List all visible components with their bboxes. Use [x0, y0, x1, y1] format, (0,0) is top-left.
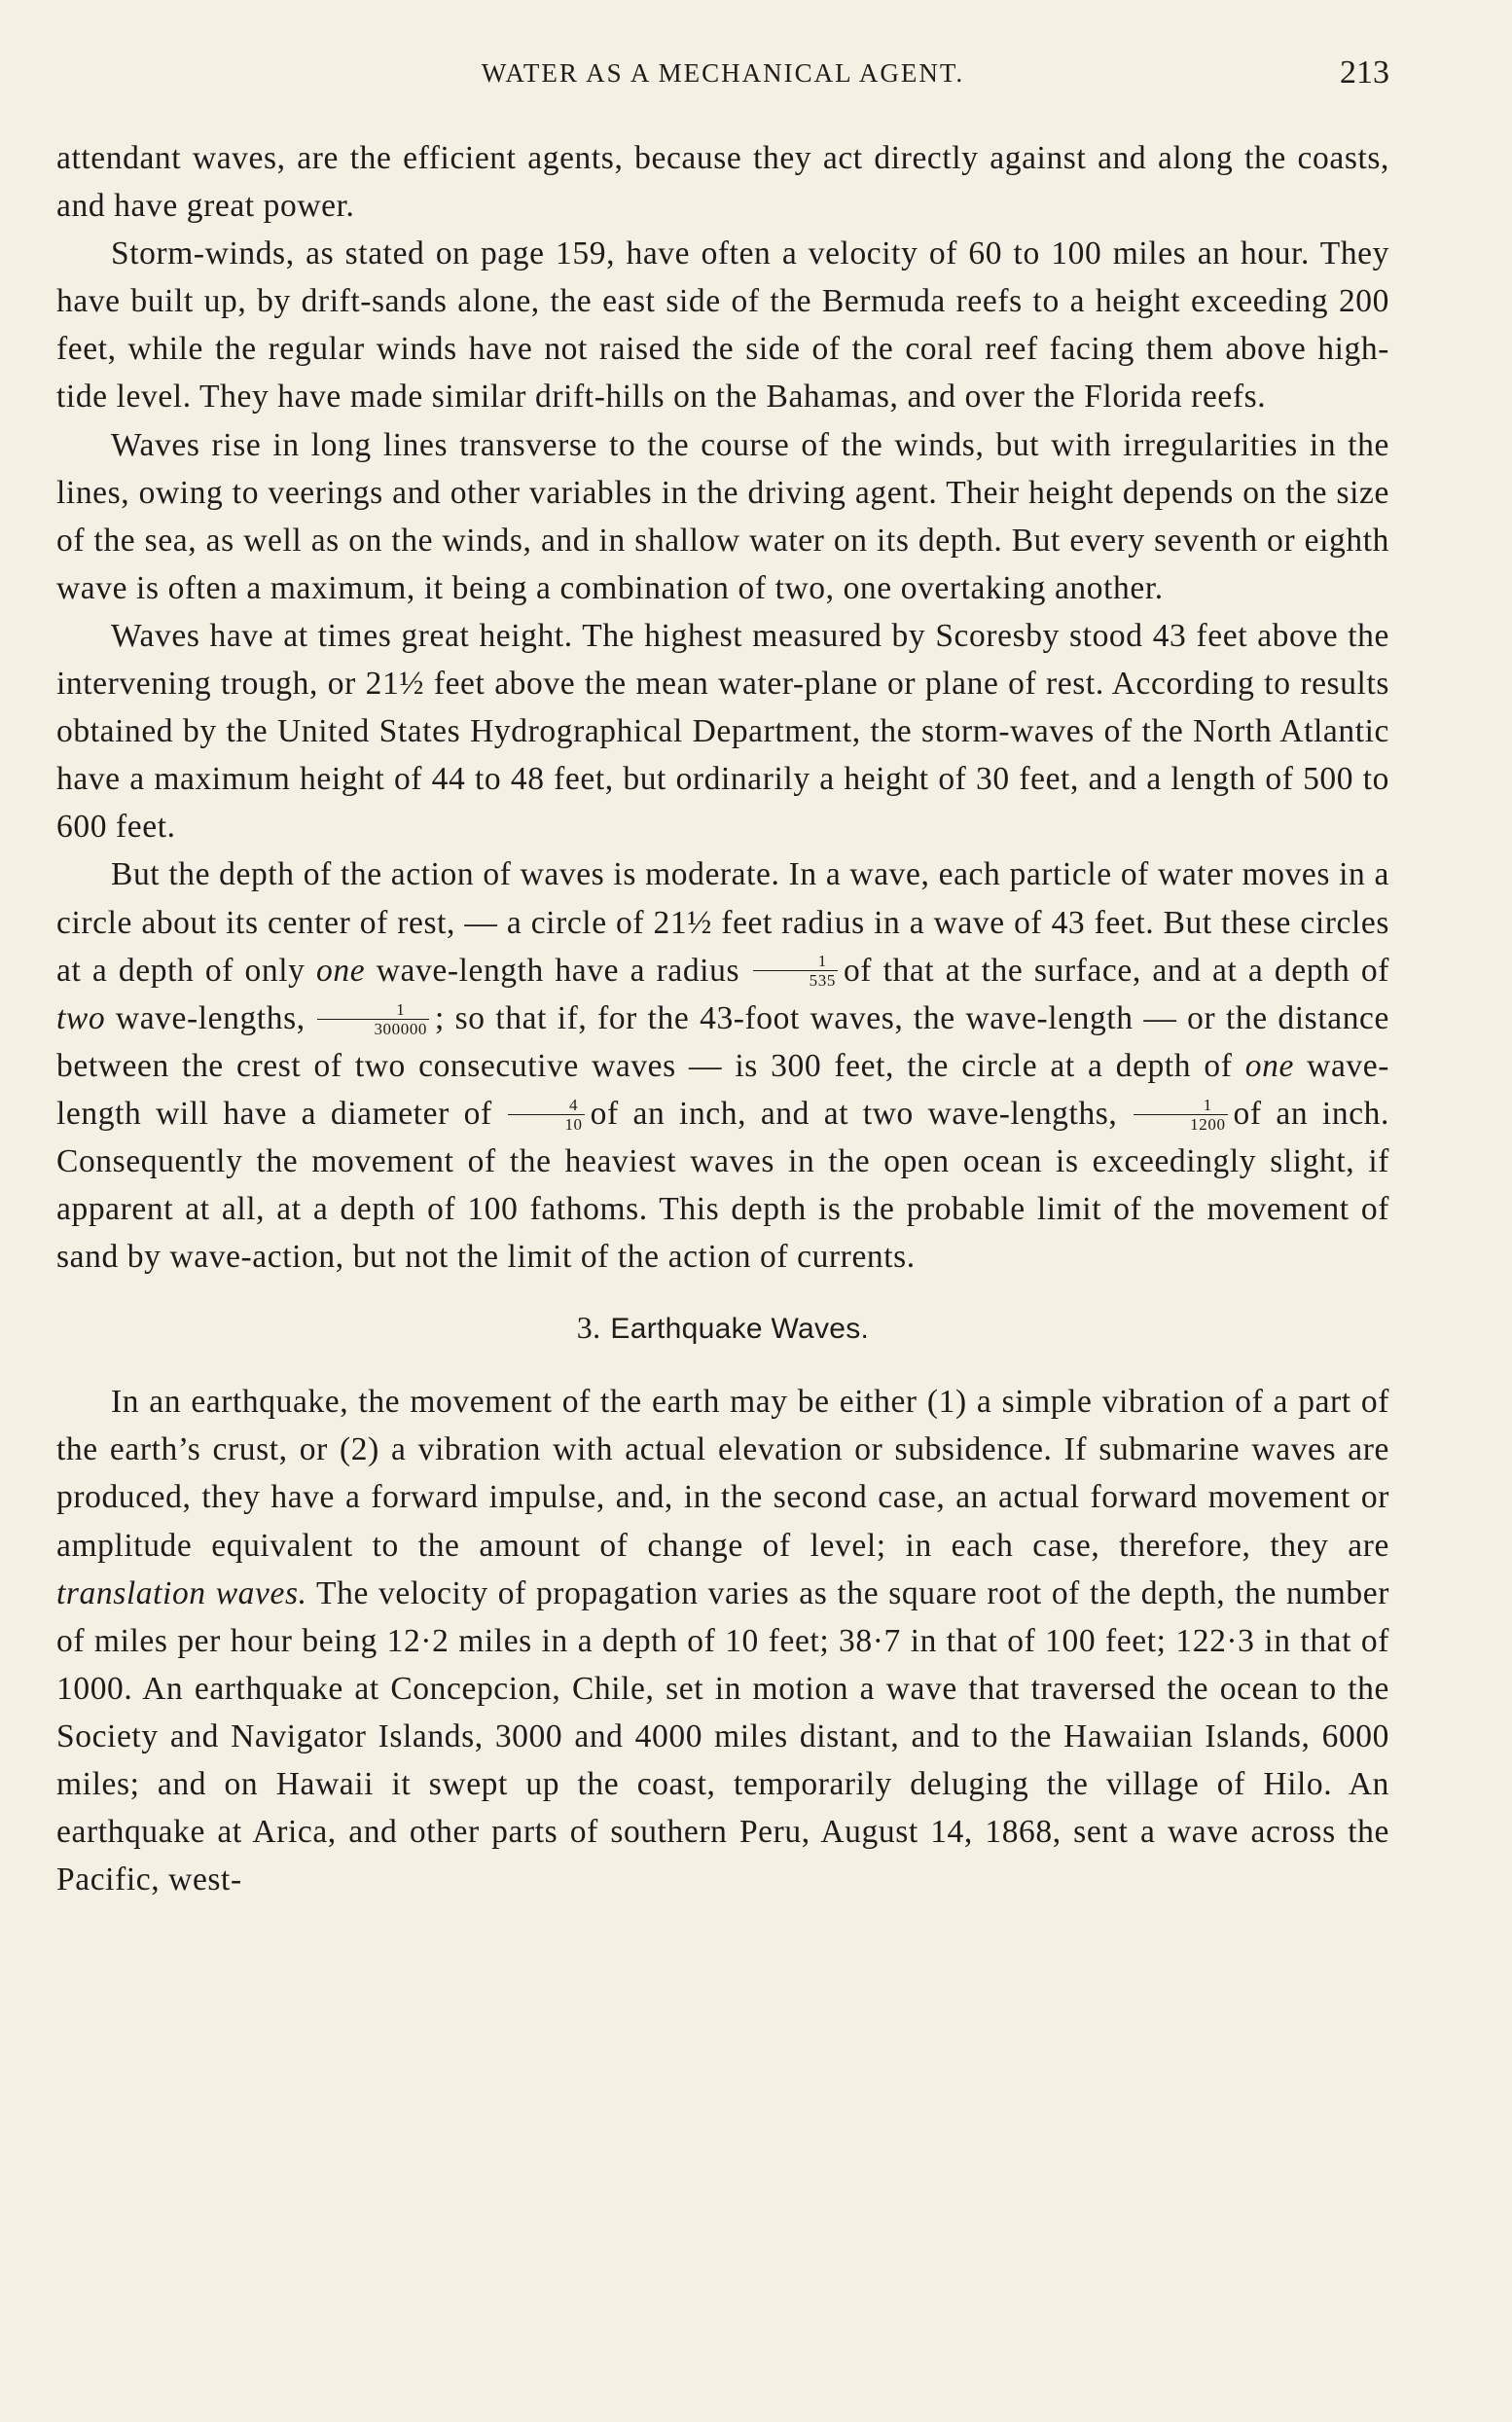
text-run: In an earthquake, the movement of the earth may be either (1) a simple vibration of a part of the earth’s crust, or (2) a vibration with actual elevation or subsidence. If submarine waves are produced, they have a forward impulse, and, in the second case, an actual forward movement or amplitude equivalent to the amount of change of level; in each case, therefore, they are: [56, 1384, 1389, 1564]
fraction-denominator: 535: [809, 971, 836, 991]
italic-term: translation waves.: [56, 1574, 307, 1611]
fraction-numerator: 4: [508, 1097, 584, 1115]
body-text: [56, 134, 1389, 1903]
italic-one: one: [316, 952, 366, 989]
text-run: of that at the surface, and at a depth of: [843, 952, 1389, 989]
fraction-4-10: [508, 1097, 584, 1133]
paragraph-earthquake: [56, 1378, 1389, 1903]
italic-two: two: [56, 999, 106, 1036]
fraction-denominator: 10: [564, 1114, 583, 1134]
section-heading: [56, 1308, 1389, 1349]
paragraph-wave-depth: [56, 850, 1389, 1281]
text-run: of an inch. Consequently the movement of the heaviest waves in the open ocean is exceedingly slight, if apparent at all, at a depth of 100 fathoms. This depth is the probable limit of the movement of sand by wave-action, but not the limit of the action of currents.: [56, 1095, 1389, 1276]
text-run: wave-length have a radius: [376, 952, 740, 989]
running-head: [56, 54, 1389, 97]
paragraph-storm-winds: Storm-winds, as stated on page 159, have often a velocity of 60 to 100 miles an hour. They have built up, by drift-sands alone, the east side of the Bermuda reefs to a height exceeding 200 feet, while the regular winds have not raised the side of the coral reef facing them above high-tide level. They have made similar drift-hills on the Bahamas, and over the Florida reefs.: [56, 235, 1389, 416]
fraction-1-300000: [317, 1001, 429, 1037]
paragraph-wave-lines: Waves rise in long lines transverse to the course of the winds, but with irregularities in the lines, owing to veerings and other variables in the driving agent. Their height depends on the size of the sea, as well as on the winds, and in shallow water on its depth. But every seventh or eighth wave is often a maximum, it being a combination of two, one overtaking another.: [56, 426, 1389, 606]
text-run: wave-length will have a diameter of: [56, 1047, 1390, 1132]
text-run: ; so that if, for the 43-foot waves, the wave-length — or the distance between the crest of two consecutive waves — is 300 feet, the circle at a depth of: [56, 999, 1389, 1084]
fraction-numerator: 1: [1134, 1097, 1227, 1115]
fraction-1-535: [753, 953, 838, 989]
paragraph-wave-height: Waves have at times great height. The highest measured by Scoresby stood 43 feet above the intervening trough, or 21½ feet above the mean water-plane or plane of rest. According to results obtained by the United States Hydrographical Department, the storm-waves of the North Atlantic have a maximum height of 44 to 48 feet, but ordinarily a height of 30 feet, and a length of 500 to 600 feet.: [56, 617, 1389, 846]
section-number: 3.: [576, 1310, 601, 1346]
text-run: The velocity of propagation varies as the square root of the depth, the number of miles per hour being 12·2 miles in a depth of 10 feet; 38·7 in that of 100 feet; 122·3 in that of 1000. An earthquake at Concepcion, Chile, set in motion a wave that traversed the ocean to the Society and Navigator Islands, 3000 and 4000 miles distant, and to the Hawaiian Islands, 6000 miles; and on Hawaii it swept up the coast, temporarily deluging the village of Hilo. An earthquake at Arica, and other parts of southern Peru, August 14, 1868, sent a wave across the Pacific, west-: [56, 1574, 1389, 1898]
fraction-denominator: 1200: [1190, 1114, 1226, 1134]
section-title: Earthquake Waves.: [610, 1313, 870, 1346]
fraction-denominator: 300000: [374, 1019, 428, 1038]
fraction-numerator: 1: [317, 1001, 429, 1020]
fraction-numerator: 1: [753, 953, 838, 971]
paragraph-continuation: attendant waves, are the efficient agents, because they act directly against and along the coasts, and have great power.: [56, 140, 1389, 225]
running-title: WATER AS A MECHANICAL AGENT.: [481, 58, 965, 88]
page-number: 213: [1340, 54, 1389, 90]
text-run: of an inch, and at two wave-lengths,: [590, 1095, 1118, 1132]
text-run: But the depth of the action of waves is moderate. In a wave, each particle of water moves in a circle about its center of rest, — a circle of 21½ feet radius in a wave of 43 feet. But these circles at a depth of only: [56, 856, 1389, 989]
fraction-1-1200: [1134, 1097, 1227, 1133]
italic-one: one: [1244, 1047, 1294, 1084]
text-run: wave-lengths,: [115, 999, 306, 1036]
